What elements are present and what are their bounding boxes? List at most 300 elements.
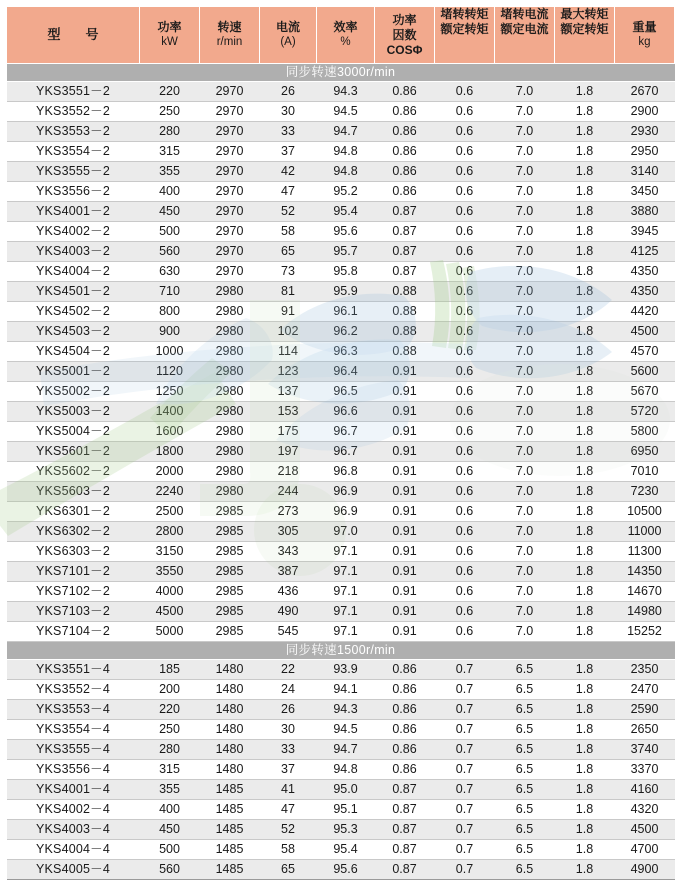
header-model [7,7,140,64]
cell-weight: 4500 [615,820,675,840]
cell-model: YKS5003－2 [7,402,140,422]
cell-power: 400 [140,800,200,820]
header-power-label: 功率 [157,20,182,35]
cell-speed: 2985 [200,582,260,602]
table-row [7,740,675,760]
cell-power: 710 [140,282,200,302]
cell-efficiency: 96.3 [317,342,375,362]
cell-power: 1400 [140,402,200,422]
cell-locked-torque: 0.7 [435,760,495,780]
cell-power-factor: 0.86 [375,720,435,740]
cell-speed: 1485 [200,860,260,880]
cell-efficiency: 95.6 [317,222,375,242]
cell-current: 33 [260,740,317,760]
cell-power: 1000 [140,342,200,362]
cell-locked-current: 6.5 [495,780,555,800]
cell-speed: 2980 [200,402,260,422]
cell-current: 30 [260,720,317,740]
cell-speed: 2980 [200,462,260,482]
cell-speed: 2970 [200,222,260,242]
cell-max-torque: 1.8 [555,582,615,602]
table-row [7,222,675,242]
table-row [7,680,675,700]
cell-weight: 5670 [615,382,675,402]
cell-power-factor: 0.91 [375,602,435,622]
cell-weight: 5600 [615,362,675,382]
cell-power-factor: 0.86 [375,680,435,700]
table-body [7,64,675,880]
cell-locked-current: 6.5 [495,820,555,840]
cell-efficiency: 97.0 [317,522,375,542]
cell-speed: 1480 [200,720,260,740]
cell-current: 153 [260,402,317,422]
cell-model: YKS3556－4 [7,760,140,780]
cell-locked-torque: 0.6 [435,522,495,542]
cell-speed: 1480 [200,700,260,720]
cell-power: 450 [140,202,200,222]
cell-model: YKS7102－2 [7,582,140,602]
cell-power-factor: 0.91 [375,422,435,442]
header-power-factor-line1: 功率 [392,12,417,27]
table-row [7,462,675,482]
table-row [7,102,675,122]
cell-power: 400 [140,182,200,202]
cell-current: 22 [260,660,317,680]
cell-max-torque: 1.8 [555,482,615,502]
cell-speed: 1480 [200,660,260,680]
cell-max-torque: 1.8 [555,422,615,442]
cell-locked-torque: 0.7 [435,840,495,860]
cell-max-torque: 1.8 [555,82,615,102]
cell-power: 3550 [140,562,200,582]
cell-efficiency: 96.4 [317,362,375,382]
table-row [7,142,675,162]
cell-max-torque: 1.8 [555,660,615,680]
cell-current: 58 [260,840,317,860]
cell-efficiency: 97.1 [317,562,375,582]
cell-efficiency: 96.7 [317,442,375,462]
cell-locked-current: 7.0 [495,342,555,362]
cell-locked-current: 6.5 [495,740,555,760]
table-row [7,402,675,422]
cell-model: YKS4004－4 [7,840,140,860]
cell-max-torque: 1.8 [555,602,615,622]
header-power-factor [375,7,435,64]
table-row [7,262,675,282]
table-row [7,840,675,860]
cell-power-factor: 0.91 [375,522,435,542]
header-speed [200,7,260,64]
cell-speed: 2970 [200,162,260,182]
cell-power: 500 [140,222,200,242]
cell-locked-current: 7.0 [495,82,555,102]
cell-locked-current: 6.5 [495,860,555,880]
cell-weight: 11300 [615,542,675,562]
cell-efficiency: 97.1 [317,622,375,642]
cell-current: 91 [260,302,317,322]
cell-speed: 1485 [200,820,260,840]
header-efficiency-label: 效率 [333,20,358,35]
cell-model: YKS5002－2 [7,382,140,402]
cell-locked-torque: 0.6 [435,82,495,102]
cell-speed: 2980 [200,422,260,442]
cell-locked-current: 7.0 [495,302,555,322]
cell-max-torque: 1.8 [555,442,615,462]
cell-power-factor: 0.87 [375,202,435,222]
table-row [7,182,675,202]
cell-max-torque: 1.8 [555,342,615,362]
header-row [7,7,675,64]
cell-model: YKS3553－2 [7,122,140,142]
cell-speed: 2985 [200,542,260,562]
cell-power-factor: 0.87 [375,860,435,880]
cell-power-factor: 0.91 [375,482,435,502]
cell-locked-current: 7.0 [495,422,555,442]
cell-power-factor: 0.91 [375,382,435,402]
cell-efficiency: 94.5 [317,102,375,122]
cell-weight: 14350 [615,562,675,582]
cell-efficiency: 94.8 [317,162,375,182]
cell-locked-torque: 0.6 [435,282,495,302]
cell-power: 630 [140,262,200,282]
table-row [7,622,675,642]
cell-locked-current: 7.0 [495,362,555,382]
cell-locked-current: 7.0 [495,322,555,342]
cell-current: 26 [260,82,317,102]
cell-max-torque: 1.8 [555,622,615,642]
cell-weight: 3880 [615,202,675,222]
cell-locked-current: 6.5 [495,760,555,780]
cell-model: YKS3555－2 [7,162,140,182]
cell-model: YKS4001－4 [7,780,140,800]
header-power-unit: kW [161,36,178,49]
cell-efficiency: 95.4 [317,840,375,860]
cell-power: 560 [140,860,200,880]
cell-max-torque: 1.8 [555,382,615,402]
cell-power-factor: 0.87 [375,780,435,800]
cell-max-torque: 1.8 [555,700,615,720]
cell-current: 42 [260,162,317,182]
cell-power: 4000 [140,582,200,602]
cell-power-factor: 0.86 [375,82,435,102]
header-locked-torque-ratio [435,7,495,64]
table-row [7,82,675,102]
header-power-factor-line3: COSΦ [386,42,423,57]
cell-locked-torque: 0.7 [435,780,495,800]
cell-power-factor: 0.86 [375,660,435,680]
header-speed-unit: r/min [216,36,243,49]
cell-power: 280 [140,122,200,142]
cell-speed: 2970 [200,82,260,102]
cell-model: YKS4004－2 [7,262,140,282]
cell-efficiency: 96.7 [317,422,375,442]
cell-speed: 1485 [200,840,260,860]
table-row [7,562,675,582]
cell-speed: 2980 [200,322,260,342]
cell-weight: 3450 [615,182,675,202]
cell-model: YKS4502－2 [7,302,140,322]
cell-speed: 2970 [200,182,260,202]
cell-power: 500 [140,840,200,860]
cell-power-factor: 0.86 [375,700,435,720]
cell-weight: 4570 [615,342,675,362]
cell-efficiency: 94.5 [317,720,375,740]
cell-speed: 2980 [200,482,260,502]
cell-weight: 5800 [615,422,675,442]
cell-model: YKS5601－2 [7,442,140,462]
cell-power: 280 [140,740,200,760]
cell-weight: 7010 [615,462,675,482]
cell-current: 387 [260,562,317,582]
cell-locked-torque: 0.6 [435,302,495,322]
cell-locked-torque: 0.6 [435,442,495,462]
table-row [7,442,675,462]
table-row [7,800,675,820]
header-max-torque-denominator: 额定转矩 [560,22,609,36]
cell-locked-current: 7.0 [495,522,555,542]
cell-model: YKS4003－2 [7,242,140,262]
cell-efficiency: 94.8 [317,142,375,162]
cell-current: 47 [260,182,317,202]
cell-locked-current: 7.0 [495,502,555,522]
cell-speed: 2985 [200,502,260,522]
cell-power-factor: 0.87 [375,840,435,860]
cell-max-torque: 1.8 [555,502,615,522]
cell-max-torque: 1.8 [555,680,615,700]
cell-current: 30 [260,102,317,122]
cell-speed: 2970 [200,122,260,142]
cell-speed: 2970 [200,142,260,162]
cell-current: 175 [260,422,317,442]
cell-locked-torque: 0.6 [435,202,495,222]
cell-locked-torque: 0.6 [435,422,495,442]
cell-locked-torque: 0.6 [435,142,495,162]
cell-model: YKS3554－2 [7,142,140,162]
cell-model: YKS4002－2 [7,222,140,242]
cell-weight: 2590 [615,700,675,720]
cell-power: 355 [140,780,200,800]
cell-weight: 4350 [615,282,675,302]
cell-power-factor: 0.86 [375,162,435,182]
cell-speed: 2985 [200,562,260,582]
cell-weight: 4125 [615,242,675,262]
cell-weight: 2930 [615,122,675,142]
cell-locked-current: 6.5 [495,840,555,860]
cell-current: 24 [260,680,317,700]
cell-current: 52 [260,202,317,222]
cell-locked-current: 7.0 [495,462,555,482]
cell-weight: 4420 [615,302,675,322]
cell-power: 800 [140,302,200,322]
cell-weight: 4350 [615,262,675,282]
cell-current: 37 [260,142,317,162]
table-row [7,282,675,302]
section-band-label: 同步转速1500r/min [7,642,675,660]
cell-weight: 5720 [615,402,675,422]
cell-power: 355 [140,162,200,182]
cell-model: YKS4501－2 [7,282,140,302]
table-row [7,422,675,442]
cell-max-torque: 1.8 [555,302,615,322]
header-current-unit: (A) [280,36,296,49]
cell-locked-torque: 0.7 [435,860,495,880]
cell-weight: 3140 [615,162,675,182]
cell-locked-current: 7.0 [495,222,555,242]
cell-locked-torque: 0.7 [435,820,495,840]
cell-speed: 1480 [200,740,260,760]
cell-locked-torque: 0.6 [435,482,495,502]
cell-power-factor: 0.86 [375,740,435,760]
cell-efficiency: 94.7 [317,122,375,142]
cell-locked-current: 7.0 [495,542,555,562]
cell-locked-torque: 0.6 [435,602,495,622]
cell-model: YKS5602－2 [7,462,140,482]
table-row [7,382,675,402]
cell-power: 2240 [140,482,200,502]
cell-locked-torque: 0.6 [435,342,495,362]
cell-max-torque: 1.8 [555,720,615,740]
cell-locked-current: 7.0 [495,582,555,602]
cell-model: YKS4503－2 [7,322,140,342]
cell-speed: 2980 [200,342,260,362]
cell-power-factor: 0.86 [375,182,435,202]
cell-locked-torque: 0.6 [435,322,495,342]
cell-model: YKS7103－2 [7,602,140,622]
cell-model: YKS3552－4 [7,680,140,700]
cell-power-factor: 0.87 [375,242,435,262]
cell-efficiency: 96.1 [317,302,375,322]
cell-power-factor: 0.91 [375,542,435,562]
cell-weight: 4500 [615,322,675,342]
header-weight-unit: kg [638,36,651,49]
cell-locked-current: 6.5 [495,660,555,680]
cell-locked-torque: 0.6 [435,102,495,122]
cell-current: 102 [260,322,317,342]
table-row [7,700,675,720]
header-max-torque-numerator: 最大转矩 [560,7,609,21]
header-efficiency [317,7,375,64]
cell-current: 197 [260,442,317,462]
cell-current: 436 [260,582,317,602]
cell-locked-torque: 0.6 [435,462,495,482]
cell-efficiency: 96.9 [317,482,375,502]
cell-efficiency: 94.1 [317,680,375,700]
cell-weight: 14980 [615,602,675,622]
cell-power: 200 [140,680,200,700]
cell-model: YKS4001－2 [7,202,140,222]
cell-current: 244 [260,482,317,502]
cell-speed: 2980 [200,442,260,462]
cell-power: 1250 [140,382,200,402]
cell-speed: 2970 [200,202,260,222]
cell-weight: 4320 [615,800,675,820]
cell-locked-torque: 0.6 [435,582,495,602]
cell-current: 33 [260,122,317,142]
cell-efficiency: 96.9 [317,502,375,522]
cell-weight: 14670 [615,582,675,602]
cell-weight: 2670 [615,82,675,102]
cell-power: 2800 [140,522,200,542]
cell-locked-torque: 0.6 [435,402,495,422]
table-row [7,302,675,322]
cell-max-torque: 1.8 [555,522,615,542]
cell-current: 37 [260,760,317,780]
cell-model: YKS7104－2 [7,622,140,642]
cell-power-factor: 0.86 [375,760,435,780]
header-power-factor-line2: 因数 [392,27,417,42]
cell-max-torque: 1.8 [555,462,615,482]
cell-power-factor: 0.88 [375,282,435,302]
cell-locked-current: 7.0 [495,122,555,142]
cell-power-factor: 0.87 [375,800,435,820]
table-row [7,542,675,562]
cell-power-factor: 0.91 [375,402,435,422]
cell-efficiency: 93.9 [317,660,375,680]
cell-current: 26 [260,700,317,720]
header-current-label: 电流 [275,20,300,35]
cell-locked-current: 7.0 [495,262,555,282]
cell-power: 2500 [140,502,200,522]
cell-weight: 7230 [615,482,675,502]
cell-efficiency: 96.6 [317,402,375,422]
cell-locked-torque: 0.6 [435,622,495,642]
cell-power: 220 [140,700,200,720]
cell-locked-torque: 0.6 [435,502,495,522]
cell-max-torque: 1.8 [555,242,615,262]
header-locked-torque-denominator: 额定转矩 [440,22,489,36]
cell-power-factor: 0.87 [375,262,435,282]
cell-model: YKS5001－2 [7,362,140,382]
cell-efficiency: 95.7 [317,242,375,262]
cell-locked-torque: 0.6 [435,242,495,262]
cell-weight: 3370 [615,760,675,780]
table-row [7,482,675,502]
cell-weight: 10500 [615,502,675,522]
cell-locked-torque: 0.6 [435,122,495,142]
cell-speed: 2985 [200,522,260,542]
cell-max-torque: 1.8 [555,202,615,222]
cell-max-torque: 1.8 [555,840,615,860]
cell-power-factor: 0.91 [375,502,435,522]
header-weight [615,7,675,64]
cell-efficiency: 95.3 [317,820,375,840]
cell-power: 250 [140,102,200,122]
cell-power: 185 [140,660,200,680]
cell-current: 343 [260,542,317,562]
table-row [7,342,675,362]
cell-weight: 2900 [615,102,675,122]
cell-locked-current: 7.0 [495,602,555,622]
motor-specification-table [6,6,675,880]
cell-locked-current: 7.0 [495,622,555,642]
cell-power-factor: 0.86 [375,102,435,122]
cell-weight: 2650 [615,720,675,740]
cell-max-torque: 1.8 [555,760,615,780]
cell-weight: 15252 [615,622,675,642]
cell-model: YKS6302－2 [7,522,140,542]
cell-efficiency: 94.3 [317,700,375,720]
table-row [7,122,675,142]
cell-model: YKS5603－2 [7,482,140,502]
table-row [7,362,675,382]
cell-locked-current: 7.0 [495,382,555,402]
cell-power-factor: 0.86 [375,142,435,162]
cell-weight: 6950 [615,442,675,462]
cell-power-factor: 0.91 [375,442,435,462]
cell-max-torque: 1.8 [555,740,615,760]
cell-max-torque: 1.8 [555,362,615,382]
cell-max-torque: 1.8 [555,182,615,202]
